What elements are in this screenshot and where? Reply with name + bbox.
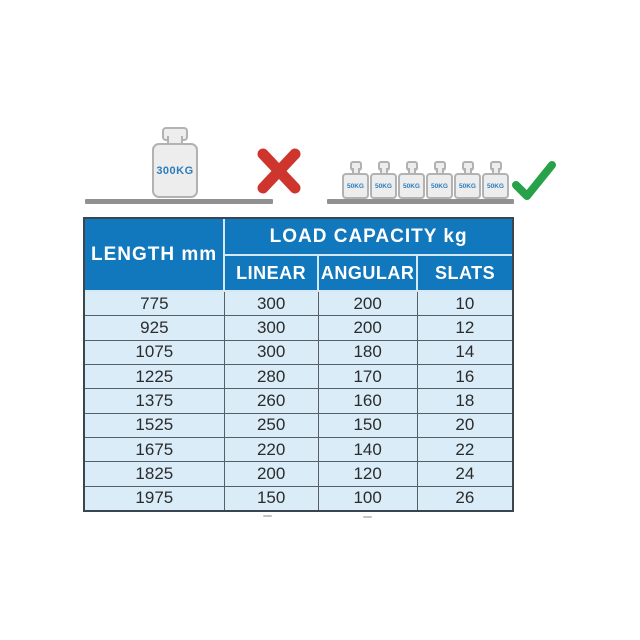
cell-length: 1525 [85, 413, 224, 437]
cell-linear: 200 [224, 462, 318, 486]
cell-linear: 300 [224, 316, 318, 340]
weight-label: 50KG [375, 182, 392, 190]
cell-length: 1375 [85, 389, 224, 413]
table-row [85, 413, 512, 437]
cell-slats: 20 [417, 413, 512, 437]
cell-slats: 10 [417, 291, 512, 316]
weight-label: 50KG [403, 182, 420, 190]
cell-angular: 120 [318, 462, 417, 486]
weight-body [454, 173, 481, 199]
cell-length: 925 [85, 316, 224, 340]
weight-body [342, 173, 369, 199]
weight-50kg [454, 161, 481, 199]
weight-body [398, 173, 425, 199]
cell-slats: 22 [417, 438, 512, 462]
load-capacity-table [83, 217, 514, 512]
cell-slats: 14 [417, 340, 512, 364]
table-row [85, 365, 512, 389]
cell-slats: 24 [417, 462, 512, 486]
weight-50kg [482, 161, 509, 199]
cell-length: 1225 [85, 365, 224, 389]
table-row [85, 389, 512, 413]
cell-slats: 16 [417, 365, 512, 389]
cell-length: 1675 [85, 438, 224, 462]
weight-body [426, 173, 453, 199]
cell-linear: 300 [224, 291, 318, 316]
weight-label: 50KG [431, 182, 448, 190]
table-row [85, 462, 512, 486]
checkmark-icon [511, 160, 557, 202]
cell-linear: 220 [224, 438, 318, 462]
col-header-length: LENGTH mm [85, 219, 224, 291]
cell-angular: 170 [318, 365, 417, 389]
weight-label: 50KG [459, 182, 476, 190]
cell-angular: 180 [318, 340, 417, 364]
cell-slats: 12 [417, 316, 512, 340]
weight-50kg [398, 161, 425, 199]
cell-angular: 160 [318, 389, 417, 413]
shelf-left [85, 199, 273, 204]
artifact-mark [263, 515, 272, 517]
cell-linear: 280 [224, 365, 318, 389]
col-header-linear: LINEAR [224, 255, 318, 291]
table-row [85, 486, 512, 510]
cell-slats: 18 [417, 389, 512, 413]
cross-icon [255, 146, 303, 196]
weight-label: 50KG [487, 182, 504, 190]
cell-angular: 100 [318, 486, 417, 510]
table-body [85, 291, 512, 510]
shelf-right [327, 199, 514, 204]
cell-linear: 250 [224, 413, 318, 437]
weight-body [152, 143, 198, 198]
col-group-header-load-capacity: LOAD CAPACITY kg [224, 219, 512, 255]
small-weights-row [342, 161, 509, 199]
weight-50kg [342, 161, 369, 199]
spec-table [85, 219, 512, 510]
cell-angular: 200 [318, 316, 417, 340]
weight-label: 50KG [347, 182, 364, 190]
cell-linear: 260 [224, 389, 318, 413]
table-header [85, 219, 512, 291]
cell-length: 1975 [85, 486, 224, 510]
weight-body [370, 173, 397, 199]
table-row [85, 340, 512, 364]
cell-length: 1075 [85, 340, 224, 364]
cell-angular: 200 [318, 291, 417, 316]
cell-linear: 150 [224, 486, 318, 510]
cell-linear: 300 [224, 340, 318, 364]
table-row [85, 291, 512, 316]
weight-label: 300KG [156, 164, 194, 177]
weight-50kg [370, 161, 397, 199]
table-row [85, 438, 512, 462]
cell-length: 775 [85, 291, 224, 316]
cell-length: 1825 [85, 462, 224, 486]
cell-angular: 140 [318, 438, 417, 462]
cell-angular: 150 [318, 413, 417, 437]
col-header-slats: SLATS [417, 255, 512, 291]
artifact-mark [363, 516, 372, 518]
weight-50kg [426, 161, 453, 199]
weight-300kg [152, 127, 198, 199]
col-header-angular: ANGULAR [318, 255, 417, 291]
weight-body [482, 173, 509, 199]
cell-slats: 26 [417, 486, 512, 510]
table-row [85, 316, 512, 340]
